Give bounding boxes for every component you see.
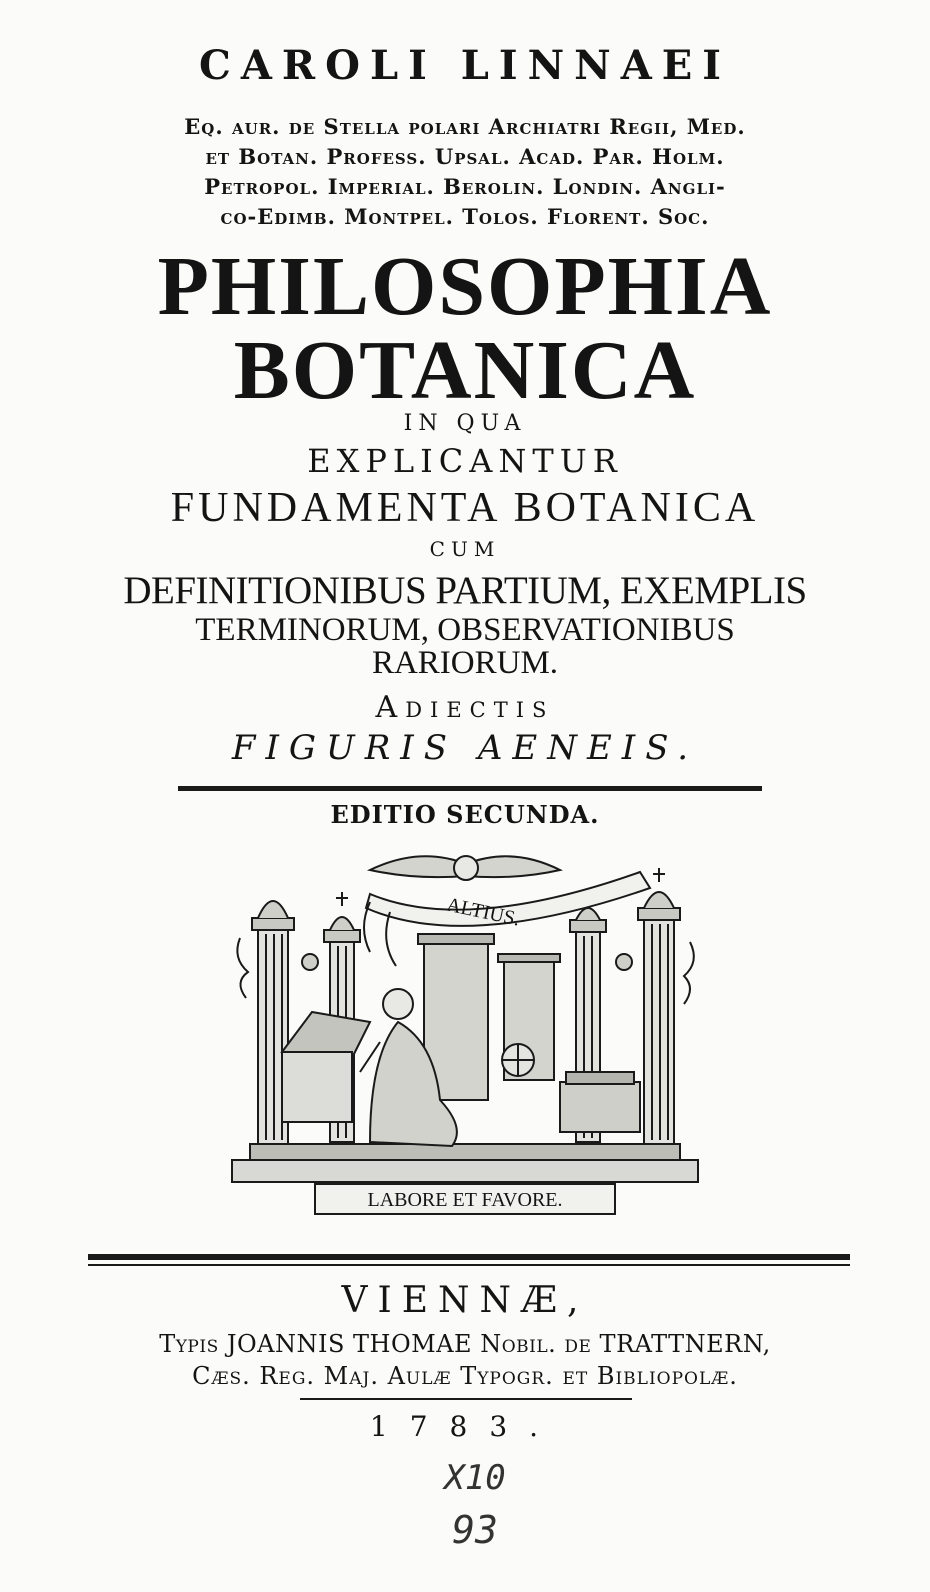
divider-rule-thin [88,1264,850,1266]
subtitle-rariorum: RARIORUM. [371,645,559,681]
subtitle-figuris: FIGURIS AENEIS. [231,728,699,768]
divider-rule-thick [88,1254,850,1260]
imprint-year: 1783. [369,1410,561,1443]
subtitle-in-qua: IN QUA [403,411,527,436]
divider-rule [178,786,762,791]
imprint-city: VIENNÆ, [341,1280,589,1321]
subtitle-explicantur: EXPLICANTUR [307,442,623,480]
subtitle-adiectis: Adiectis [375,690,555,725]
subtitle-fundamenta: FUNDAMENTA BOTANICA [170,485,760,531]
handwritten-shelfmark-2: 93 [452,1508,498,1552]
author-honors-line-1: Eq. aur. de Stella polari Archiatri Regii, Med. [184,114,746,139]
main-title-line-2: BOTANICA [233,324,697,417]
emblem-base [232,1160,698,1182]
edition-label: EDITIO SECUNDA. [330,800,600,829]
left-foliage [237,938,248,998]
printers-emblem-engraving [220,842,710,1222]
author-name: CAROLI LINNAEI [199,42,731,89]
subtitle-cum: CUM [429,537,501,561]
emblem-banner-motto: ALTIUS. [444,893,522,931]
emblem-base-motto: LABORE ET FAVORE. [367,1189,563,1211]
imprint-printer: Typis JOANNIS THOMAE Nobil. de TRATTNERN, [159,1330,771,1358]
right-foliage [684,942,694,1004]
seated-figure-head [383,989,413,1019]
author-honors-line-2: et Botan. Profess. Upsal. Acad. Par. Holm. [205,144,725,169]
divider-rule-short [300,1398,632,1400]
author-honors-line-3: Petropol. Imperial. Berolin. Londin. Angli- [204,174,726,199]
author-honors-line-4: co-Edimb. Montpel. Tolos. Florent. Soc. [220,204,710,229]
brick-altar [560,1082,640,1132]
subtitle-terminorum: TERMINORUM, OBSERVATIONIBUS [195,612,735,648]
handwritten-shelfmark-1: X10 [444,1458,506,1498]
main-title-line-1: PHILOSOPHIA [157,240,773,333]
subtitle-definitionibus: DEFINITIONIBUS PARTIUM, EXEMPLIS [123,569,807,612]
imprint-office: Cæs. Reg. Maj. Aulæ Typogr. et Bibliopolæ. [192,1362,738,1390]
